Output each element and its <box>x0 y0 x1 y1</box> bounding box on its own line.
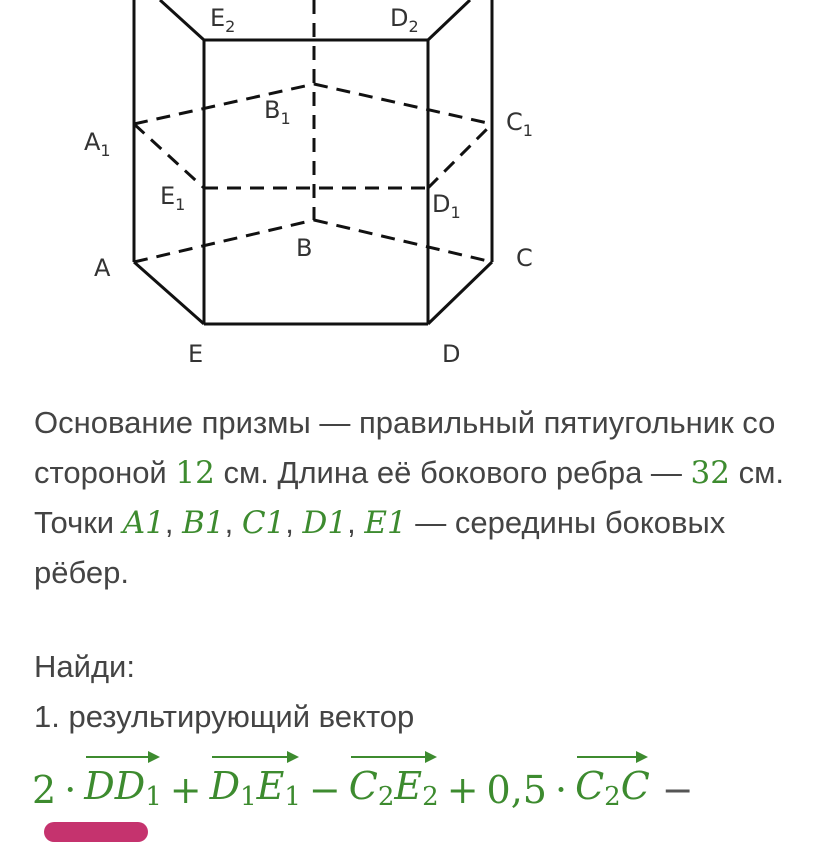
label-b1: $B_1$ <box>264 96 291 128</box>
vector-d1e1: $D_1E_1$ <box>210 750 301 812</box>
label-d: D <box>442 340 461 368</box>
edge-length: 32 <box>690 455 730 491</box>
point-d1: D1 <box>302 505 348 541</box>
vector-formula <box>32 742 822 812</box>
point-b1: B1 <box>182 505 225 541</box>
vector-dd1: $DD_1$ <box>84 750 161 812</box>
edge-top-right <box>428 0 470 40</box>
label-e: E <box>188 340 204 368</box>
edge-d-c <box>428 262 492 324</box>
label-a: A <box>94 254 111 282</box>
problem-statement <box>34 398 814 742</box>
edge-b-c <box>314 220 492 262</box>
label-e1: $E_1$ <box>160 182 186 214</box>
point-a1: A1 <box>122 505 165 541</box>
plus-op-2: + <box>446 768 479 812</box>
edge-top-left <box>160 0 204 40</box>
point-e1: E1 <box>364 505 407 541</box>
vector-c2c: $C_2C$ <box>575 750 650 812</box>
edge-a-b <box>134 220 314 262</box>
edge-d1-c1 <box>428 124 492 188</box>
label-d1: $D_1$ <box>432 190 461 222</box>
edge-a-e <box>134 262 204 324</box>
label-c: C <box>516 244 533 272</box>
edge-b1-c1 <box>314 84 492 124</box>
label-e2: $E_2$ <box>210 4 236 36</box>
trailing-minus: − <box>661 768 694 812</box>
label-a1: $A_1$ <box>84 128 111 160</box>
task-item-1: 1. результирующий вектор <box>34 699 415 734</box>
prism-figure <box>0 0 828 390</box>
side-length: 12 <box>175 455 215 491</box>
plus-op: + <box>169 768 202 812</box>
label-b: B <box>296 234 313 262</box>
point-c1: C1 <box>241 505 286 541</box>
coef-2: 0,5 <box>486 768 547 812</box>
label-d2: $D_2$ <box>390 4 419 36</box>
problem-paragraph: Основание призмы — правильный пятиугольник со стороной 12 см. Длина её бокового ребра — 32 см. Точки A1, B1, C1, D1, E1 — середины боковых рёбер. <box>34 405 785 590</box>
dot-op-2: · <box>554 768 568 812</box>
dot-op: · <box>64 768 77 812</box>
find-heading: Найди: <box>34 649 135 684</box>
vector-c2e2: $C_2E_2$ <box>349 750 439 812</box>
edge-a1-e1 <box>134 124 204 188</box>
minus-op: − <box>308 768 341 812</box>
coef-1: 2 <box>32 768 57 812</box>
label-c1: $C_1$ <box>506 108 533 140</box>
answer-input-button[interactable] <box>44 822 148 842</box>
